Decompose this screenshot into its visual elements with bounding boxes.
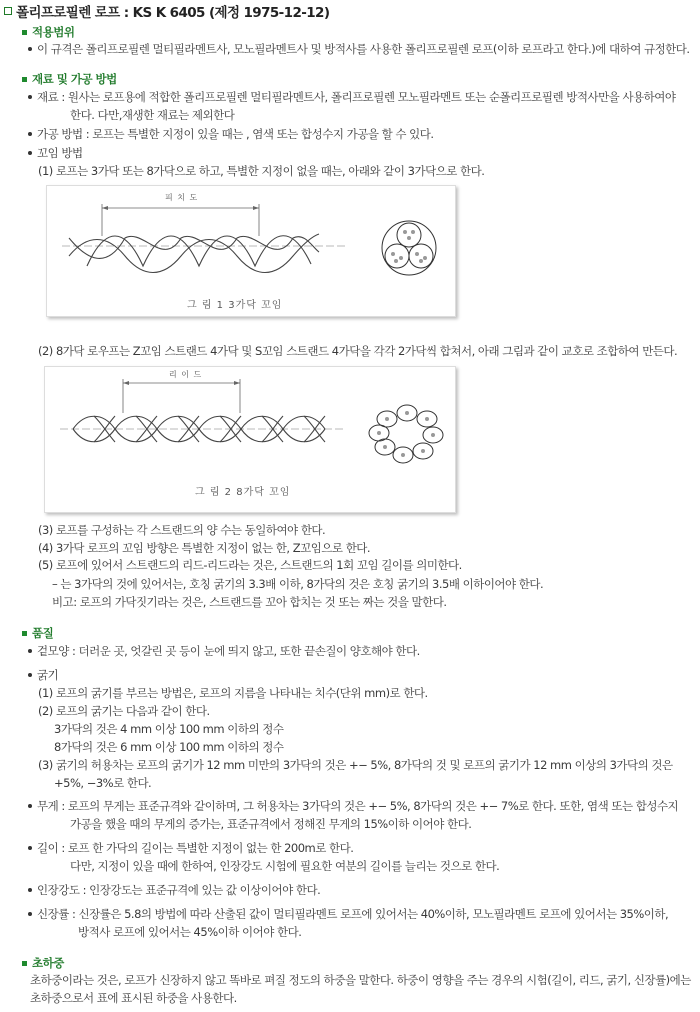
material-text: 재료 : 원사는 로프용에 적합한 폴리프로필렌 멀티필라멘트사, 폴리프로필렌 모노필라멘트 또는 순폴리프로필렌 방적사만을 사용하여야 (28, 89, 676, 105)
twist-header: 꼬임 방법 (28, 145, 83, 161)
bullet-icon (28, 132, 32, 136)
fig1-dimension-label: 피 치 도 (165, 193, 199, 202)
elongation-text: 신장률 : 신장률은 5.8의 방법에 따라 산출된 값이 멀티필라멘트 로프에 있어서는 40%이하, 모노필라멘트 로프에 있어서는 35%이하, (28, 906, 668, 922)
bullet-icon (28, 673, 32, 677)
thickness-item-1: (1) 로프의 굵기를 부르는 방법은, 로프의 지름을 나타내는 치수(단위 mm)로 한다. (38, 686, 428, 700)
page-title-row (4, 2, 329, 20)
appearance-text: 겉모양 : 더러운 곳, 엇갈린 곳 등이 눈에 띄지 않고, 또한 끝손질이 양호해야 한다. (28, 643, 420, 659)
thickness-item-3: (3) 굵기의 허용차는 로프의 굵기가 12 mm 미만의 3가닥의 것은 +− 5%, 8가닥의 것 및 로프의 굵기가 12 mm 이상의 3가닥의 것은 (38, 758, 673, 772)
section-bullet-icon (22, 631, 27, 636)
thickness-item-3-cont: +5%, −3%로 한다. (54, 776, 152, 790)
twist-item-4: (4) 3가닥 로프의 꼬임 방향은 특별한 지정이 없는 한, Z꼬임으로 한다. (38, 541, 371, 555)
processing-text: 가공 방법 : 로프는 특별한 지정이 있을 때는 , 염색 또는 합성수지 가공을 할 수 있다. (28, 126, 434, 142)
bullet-icon (28, 47, 32, 51)
twist-item-1: (1) 로프는 3가닥 또는 8가닥으로 하고, 특별한 지정이 없을 때는, 아래와 같이 3가닥으로 한다. (38, 164, 485, 178)
figure-8-strand-twist (44, 366, 456, 513)
twist-remark: 비고: 로프의 가닥짓기라는 것은, 스트랜드를 꼬아 합치는 것 또는 짜는 것을 말한다. (52, 595, 447, 609)
section-scope-title: 적용범위 (32, 25, 75, 39)
section-materials-title: 재료 및 가공 방법 (32, 72, 117, 86)
section-bullet-icon (22, 77, 27, 82)
bullet-icon (28, 804, 32, 808)
weight-text-cont: 가공을 했을 때의 무게의 증가는, 표준규격에서 정해진 무게의 15%이하 이어야 한다. (70, 817, 472, 831)
fig2-caption: 그 림 2 8가닥 꼬임 (195, 487, 291, 498)
section-bullet-icon (22, 30, 27, 35)
thickness-item-2b: 8가닥의 것은 6 mm 이상 100 mm 이하의 정수 (54, 740, 284, 754)
title-bullet-icon (4, 7, 12, 15)
scope-text: 이 규격은 폴리프로필렌 멀티필라멘트사, 모노필라멘트사 및 방적사를 사용한 폴리프로필렌 로프(이하 로프라고 한다.)에 대하여 규정한다. (28, 41, 690, 57)
twist-item-5-detail: – 는 3가닥의 것에 있어서는, 호칭 굵기의 3.3배 이하, 8가닥의 것은 호칭 굵기의 3.5배 이하이어야 한다. (52, 577, 544, 591)
bullet-icon (28, 912, 32, 916)
fig2-dimension-label: 리 이 드 (169, 370, 203, 379)
bullet-icon (28, 95, 32, 99)
initial-load-text: 초하중이라는 것은, 로프가 신장하지 않고 똑바로 펴질 정도의 하중을 말한다. 하중이 영향을 주는 경우의 시험(길이, 리드, 굵기, 신장률)에는 (30, 973, 691, 987)
section-quality-title: 품질 (32, 626, 54, 640)
section-materials-header (22, 71, 117, 87)
figure-3-strand-twist (46, 185, 456, 317)
thickness-item-2a: 3가닥의 것은 4 mm 이상 100 mm 이하의 정수 (54, 722, 284, 736)
bullet-icon (28, 888, 32, 892)
length-text: 길이 : 로프 한 가닥의 길이는 특별한 지정이 없는 한 200m로 한다. (28, 840, 353, 856)
tensile-text: 인장강도 : 인장강도는 표준규격에 있는 값 이상이어야 한다. (28, 882, 320, 898)
bullet-icon (28, 649, 32, 653)
page-title: 폴리프로필렌 로프 : KS K 6405 (제정 1975-12-12) (16, 5, 330, 21)
thickness-item-2: (2) 로프의 굵기는 다음과 같이 한다. (38, 704, 210, 718)
thickness-header: 굵기 (28, 667, 58, 683)
twist-item-3: (3) 로프를 구성하는 각 스트랜드의 양 수는 동일하여야 한다. (38, 523, 326, 537)
fig1-caption: 그 림 1 3가닥 꼬임 (187, 300, 283, 311)
material-text-cont: 한다. 다만,재생한 재료는 제외한다 (70, 108, 235, 122)
section-bullet-icon (22, 961, 27, 966)
initial-load-text-cont: 초하중으로서 표에 표시된 하중을 사용한다. (30, 991, 237, 1005)
twist-item-5: (5) 로프에 있어서 스트랜드의 리드-리드라는 것은, 스트랜드의 1회 꼬임 길이를 의미한다. (38, 558, 462, 572)
section-initial-load-header (22, 955, 64, 971)
length-text-cont: 다만, 지정이 있을 때에 한하여, 인장강도 시험에 필요한 여분의 길이를 늘리는 것으로 한다. (70, 859, 500, 873)
bullet-icon (28, 151, 32, 155)
section-quality-header (22, 625, 53, 641)
section-scope-header (22, 24, 74, 40)
weight-text: 무게 : 로프의 무게는 표준규격와 같이하며, 그 허용차는 3가닥의 것은 +− 5%, 8가닥의 것은 +− 7%로 한다. 또한, 염색 또는 합성수지 (28, 798, 678, 814)
twist-item-2: (2) 8가닥 로우프는 Z꼬임 스트랜드 4가닥 및 S꼬임 스트랜드 4가닥을 각각 2가닥씩 합쳐서, 아래 그림과 같이 교호로 조합하여 만든다. (38, 344, 678, 358)
bullet-icon (28, 846, 32, 850)
section-initial-load-title: 초하중 (32, 956, 64, 970)
elongation-text-cont: 방적사 로프에 있어서는 45%이하 이어야 한다. (78, 925, 302, 939)
